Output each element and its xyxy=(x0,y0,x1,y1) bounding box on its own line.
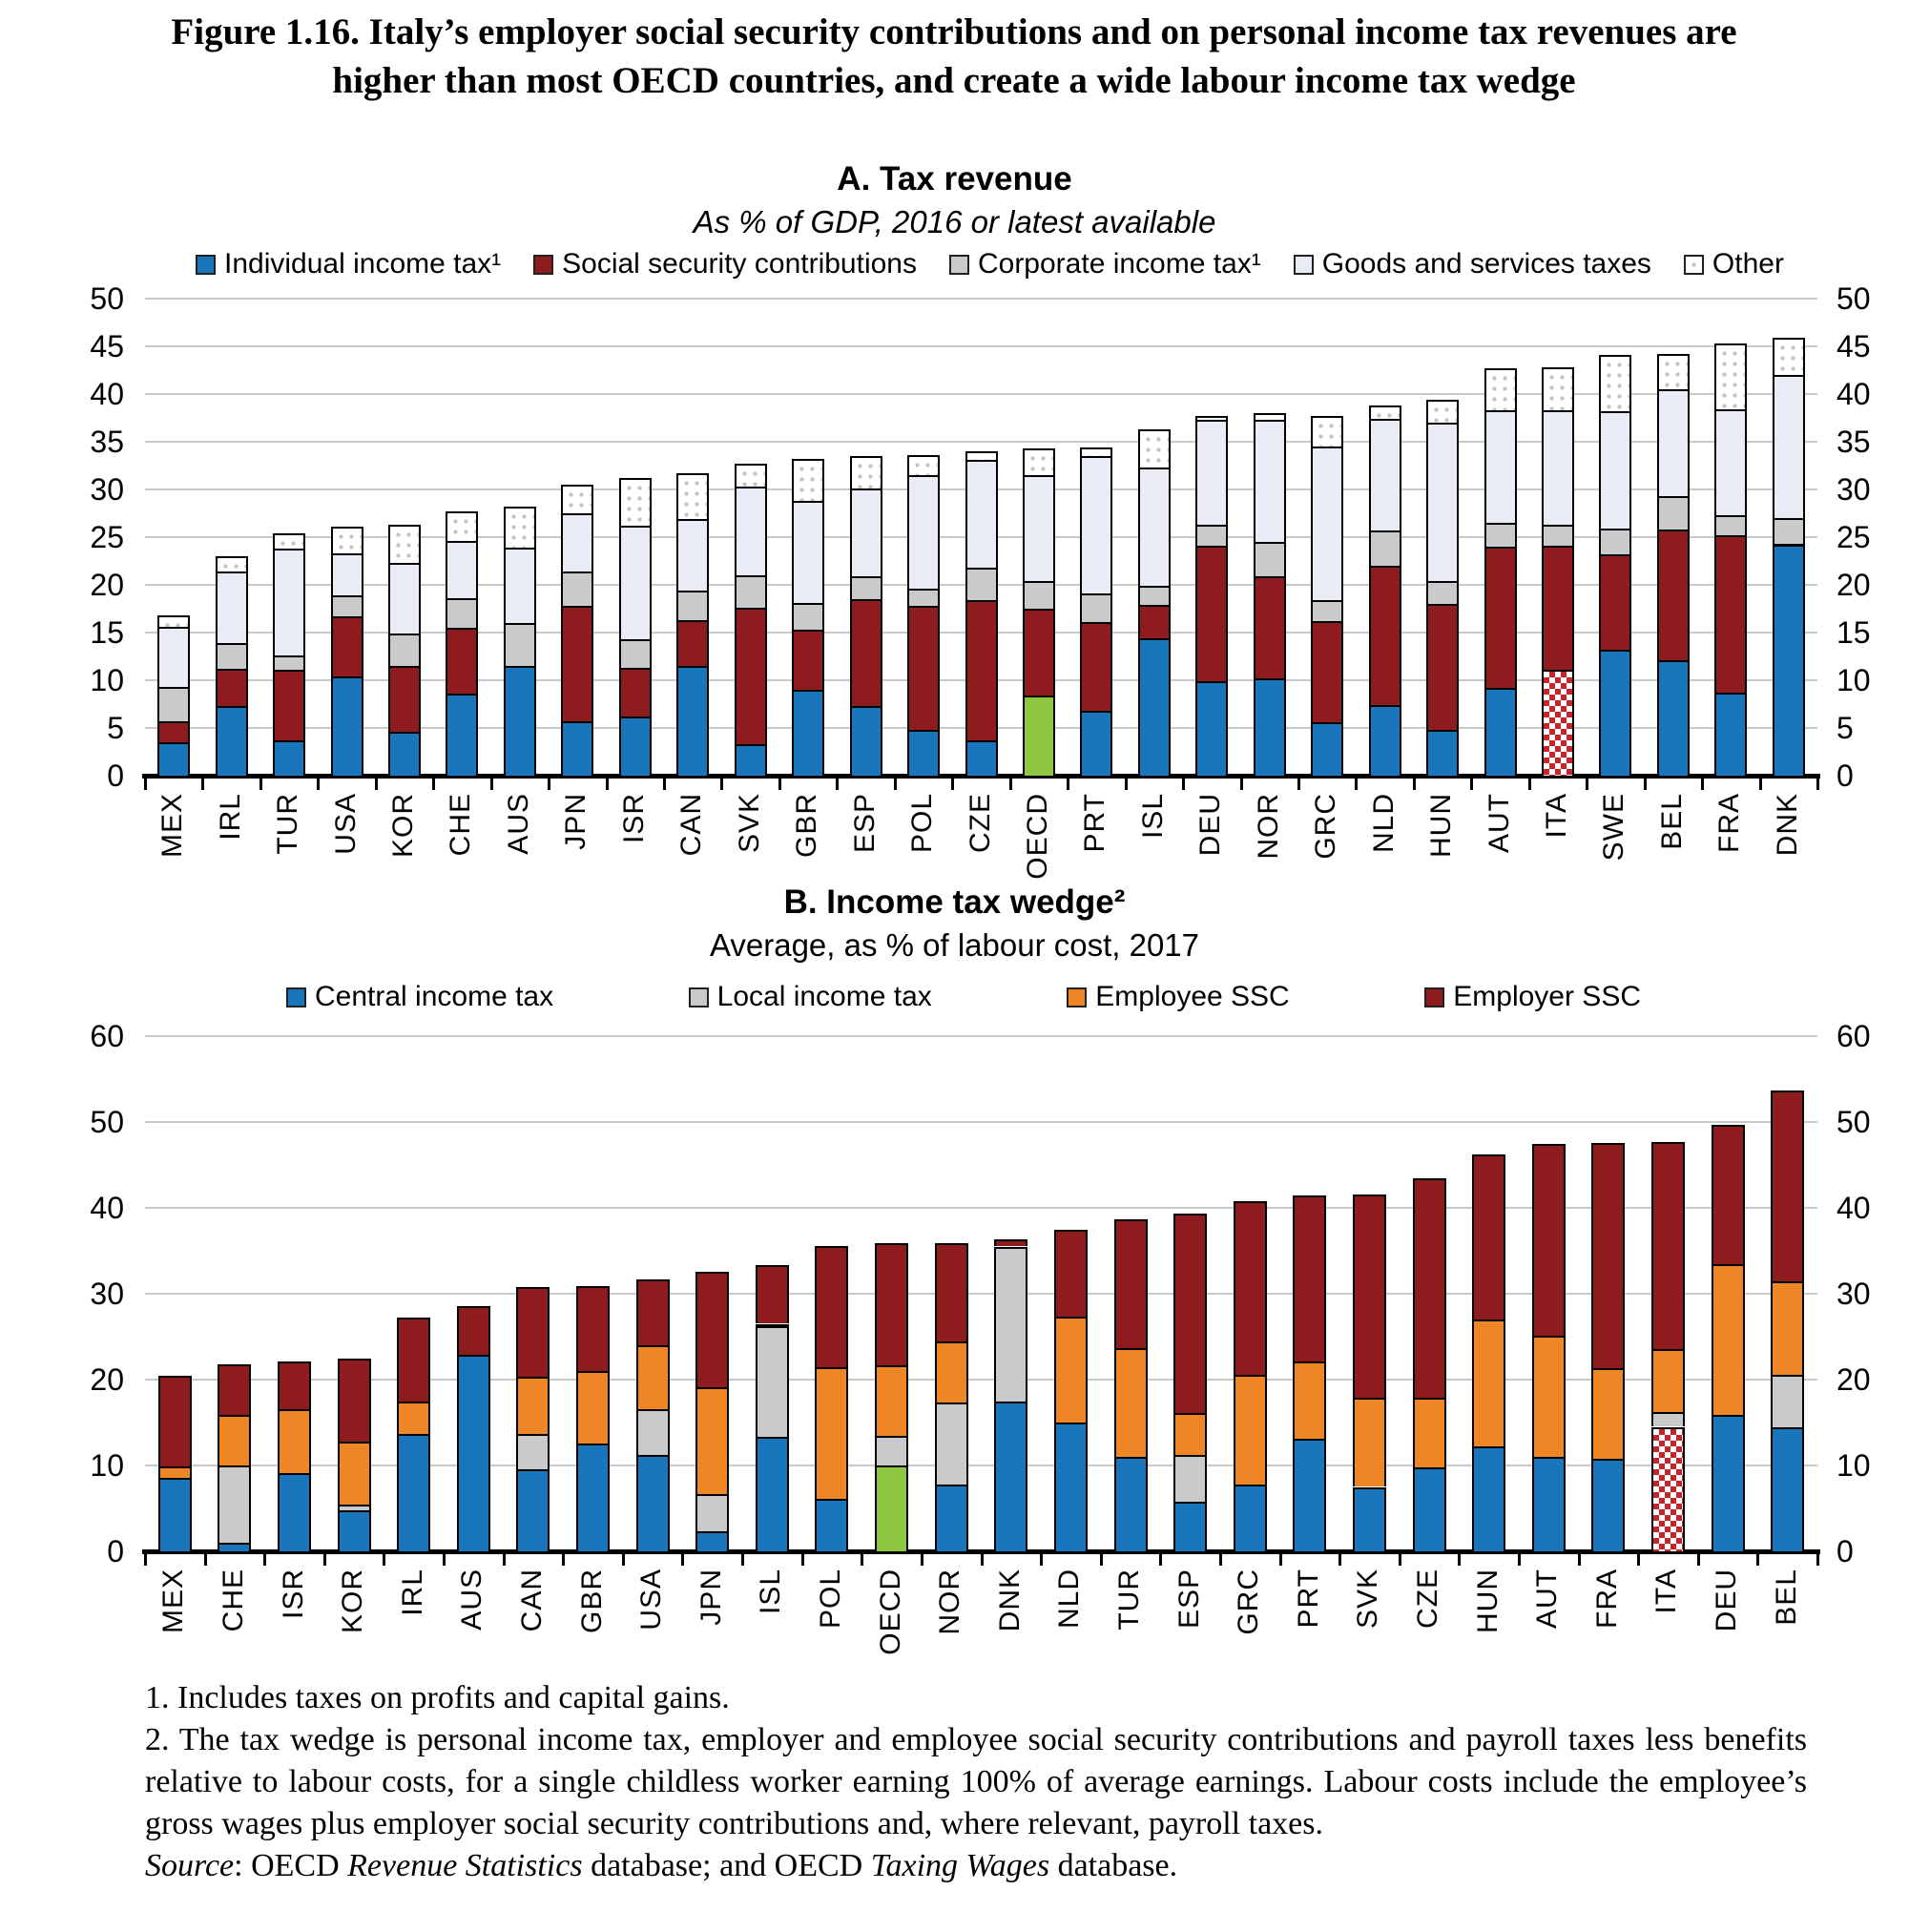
bar-che-segment-2 xyxy=(218,1465,251,1543)
bar-mex-segment-4 xyxy=(158,1376,192,1466)
x-axis-tick xyxy=(323,1554,326,1566)
x-axis-label-usa: USA xyxy=(329,793,362,855)
y-axis-label-right: 0 xyxy=(1836,1534,1854,1568)
bar-ita-segment-4 xyxy=(1651,1142,1685,1349)
x-axis-label-swe: SWE xyxy=(1598,793,1630,862)
footnote-1: 1. Includes taxes on profits and capital gains. xyxy=(145,1680,730,1715)
bar-usa-segment-1 xyxy=(636,1455,670,1551)
gridline xyxy=(145,1465,1817,1466)
x-axis-label-ita: ITA xyxy=(1540,793,1572,839)
y-axis-label-right: 5 xyxy=(1836,711,1854,745)
panel-a-legend-label: Corporate income tax¹ xyxy=(977,248,1261,280)
bar-oecd-segment-1 xyxy=(875,1465,908,1551)
bar-ita-segment-3 xyxy=(1651,1349,1685,1413)
y-axis-label-right: 50 xyxy=(1836,281,1871,316)
bar-usa-segment-4 xyxy=(636,1279,670,1345)
bar-prt-segment-1 xyxy=(1293,1439,1326,1551)
bar-jpn-segment-2 xyxy=(695,1494,729,1532)
panel-a-subtitle: As % of GDP, 2016 or latest available xyxy=(693,204,1216,239)
x-axis-label-pol: POL xyxy=(814,1568,846,1630)
bar-gbr-segment-3 xyxy=(576,1371,610,1444)
x-axis-tick xyxy=(1518,1554,1521,1566)
bar-nor-segment-1 xyxy=(935,1485,968,1551)
bar-fra-segment-1 xyxy=(1591,1459,1625,1551)
x-axis-label-can: CAN xyxy=(675,793,708,857)
x-axis-label-nld: NLD xyxy=(1053,1568,1086,1630)
y-axis-label-left: 15 xyxy=(90,615,124,650)
footnote-2: 2. The tax wedge is personal income tax, employer and employee social security contributions and payroll taxes less benefits relative to labour costs, for a single childless worker earning 100% of average earnings. Labour costs include the employee’s gross wages plus employer social security contributions and, where relevant, payroll taxes. xyxy=(145,1722,1807,1841)
x-axis-tick xyxy=(681,1554,684,1566)
x-axis-label-tur: TUR xyxy=(1113,1568,1146,1631)
y-axis-label-left: 40 xyxy=(90,1191,124,1225)
x-axis-label-fra: FRA xyxy=(1713,793,1746,853)
bar-isr-segment-1 xyxy=(278,1473,311,1551)
x-axis-label-oecd: OECD xyxy=(1021,793,1053,880)
x-axis-tick xyxy=(622,1554,625,1566)
x-axis-label-esp: ESP xyxy=(1172,1568,1205,1630)
bar-esp-segment-4 xyxy=(1173,1214,1207,1413)
x-axis-label-che: CHE xyxy=(445,793,477,857)
x-axis-label-cze: CZE xyxy=(964,793,996,853)
bar-grc-segment-3 xyxy=(1234,1375,1267,1485)
x-axis-tick xyxy=(1040,1554,1043,1566)
bar-mex-segment-3 xyxy=(158,1466,192,1478)
x-axis-label-svk: SVK xyxy=(733,793,765,854)
bar-nld-segment-1 xyxy=(1054,1423,1088,1551)
x-axis-label-aut: AUT xyxy=(1531,1568,1564,1629)
x-axis-label-jpn: JPN xyxy=(695,1568,727,1626)
y-axis-label-left: 30 xyxy=(90,472,124,507)
x-axis-label-irl: IRL xyxy=(396,1568,428,1616)
bar-dnk-segment-1 xyxy=(994,1402,1027,1552)
bar-oecd-segment-2 xyxy=(875,1436,908,1465)
bar-jpn-segment-3 xyxy=(695,1387,729,1494)
bar-che-segment-4 xyxy=(218,1364,251,1415)
x-axis-label-hun: HUN xyxy=(1471,1568,1504,1633)
bar-mex-segment-1 xyxy=(158,1478,192,1551)
bar-can-segment-2 xyxy=(516,1434,550,1469)
source-line xyxy=(145,1845,1807,1887)
y-axis-label-right: 10 xyxy=(1836,663,1871,697)
bar-jpn-segment-4 xyxy=(695,1272,729,1388)
bar-bel-segment-2 xyxy=(1771,1375,1804,1428)
x-axis-label-grc: GRC xyxy=(1310,793,1342,860)
bar-prt-segment-4 xyxy=(1293,1195,1326,1361)
bar-irl-segment-3 xyxy=(397,1402,430,1433)
y-axis-label-right: 50 xyxy=(1836,1105,1871,1139)
bar-nor-segment-3 xyxy=(935,1341,968,1402)
bar-tur-segment-1 xyxy=(1114,1457,1148,1551)
x-axis-tick xyxy=(1159,1554,1162,1566)
bar-prt-segment-3 xyxy=(1293,1361,1326,1439)
bar-kor-segment-1 xyxy=(338,1510,371,1551)
bar-deu-segment-4 xyxy=(1712,1125,1745,1265)
x-axis-label-ita: ITA xyxy=(1650,1568,1683,1614)
bar-svk-segment-4 xyxy=(1353,1195,1386,1398)
x-axis-label-bel: BEL xyxy=(1770,1568,1802,1626)
x-axis-label-mex: MEX xyxy=(156,793,189,859)
x-axis-tick xyxy=(1578,1554,1581,1566)
x-axis-tick xyxy=(562,1554,565,1566)
bar-fra-segment-4 xyxy=(1591,1143,1625,1369)
bar-esp-segment-3 xyxy=(1173,1413,1207,1455)
bar-ita-segment-1 xyxy=(1651,1427,1685,1552)
y-axis-label-right: 20 xyxy=(1836,568,1871,602)
panel-a-legend-label: Individual income tax¹ xyxy=(224,248,502,280)
panel-b-subtitle: Average, as % of labour cost, 2017 xyxy=(709,927,1200,963)
bar-hun-segment-4 xyxy=(1472,1154,1505,1319)
y-axis-label-left: 50 xyxy=(90,1105,124,1139)
bar-isl-segment-2 xyxy=(756,1326,789,1437)
gridline xyxy=(145,1379,1817,1381)
x-axis-label-nor: NOR xyxy=(934,1568,966,1635)
y-axis-label-right: 35 xyxy=(1836,425,1871,459)
x-axis-label-hun: HUN xyxy=(1425,793,1458,858)
y-axis-label-right: 20 xyxy=(1836,1362,1871,1397)
gridline xyxy=(145,1207,1817,1209)
bar-aut-segment-3 xyxy=(1532,1336,1566,1457)
bar-isl-segment-3 xyxy=(756,1324,789,1327)
y-axis-label-right: 15 xyxy=(1836,615,1871,650)
bar-fra-segment-3 xyxy=(1591,1368,1625,1459)
x-axis-label-oecd: OECD xyxy=(874,1568,906,1655)
y-axis-label-left: 30 xyxy=(90,1277,124,1311)
source-text-part: Source xyxy=(145,1848,235,1883)
y-axis-label-left: 10 xyxy=(90,663,124,697)
x-axis-label-esp: ESP xyxy=(848,793,881,854)
x-axis-label-grc: GRC xyxy=(1233,1568,1265,1635)
x-axis-label-aus: AUS xyxy=(456,1568,488,1631)
y-axis-label-left: 5 xyxy=(107,711,124,745)
x-axis-label-svk: SVK xyxy=(1352,1568,1384,1630)
x-axis-label-irl: IRL xyxy=(214,793,246,841)
bar-svk-segment-3 xyxy=(1353,1398,1386,1487)
x-axis-label-pol: POL xyxy=(906,793,939,854)
y-axis-label-right: 30 xyxy=(1836,472,1871,507)
x-axis-tick xyxy=(1458,1554,1461,1566)
x-axis-tick xyxy=(1697,1554,1700,1566)
bar-dnk-segment-4 xyxy=(994,1239,1027,1246)
bar-kor-segment-2 xyxy=(338,1505,371,1509)
x-axis-tick xyxy=(263,1554,266,1566)
x-axis-tick xyxy=(1756,1554,1759,1566)
x-axis-label-isl: ISL xyxy=(1136,793,1169,840)
bar-can-segment-3 xyxy=(516,1377,550,1433)
x-axis-tick xyxy=(383,1554,385,1566)
bar-oecd-segment-4 xyxy=(875,1243,908,1365)
x-axis-label-jpn: JPN xyxy=(560,793,592,850)
x-axis-tick xyxy=(801,1554,804,1566)
x-axis-tick xyxy=(443,1554,446,1566)
panel-b-legend-label: Employer SSC xyxy=(1453,981,1641,1012)
bar-aus-segment-1 xyxy=(457,1355,490,1551)
x-axis-label-kor: KOR xyxy=(337,1568,369,1634)
y-axis-label-right: 40 xyxy=(1836,1191,1871,1225)
x-axis-label-deu: DEU xyxy=(1711,1568,1743,1632)
x-axis-label-nor: NOR xyxy=(1252,793,1284,860)
bar-isl-segment-4 xyxy=(756,1265,789,1323)
bar-pol-segment-4 xyxy=(815,1246,848,1368)
y-axis-label-left: 35 xyxy=(90,425,124,459)
x-axis-label-mex: MEX xyxy=(157,1568,190,1634)
panel-a-legend-label: Goods and services taxes xyxy=(1321,248,1651,280)
gridline xyxy=(145,1035,1817,1037)
x-axis-label-fra: FRA xyxy=(1590,1568,1623,1629)
y-axis-label-right: 10 xyxy=(1836,1448,1871,1483)
x-axis-tick xyxy=(921,1554,923,1566)
x-axis-label-deu: DEU xyxy=(1194,793,1227,857)
x-axis-tick xyxy=(741,1554,744,1566)
x-axis-label-isr: ISR xyxy=(617,793,650,844)
bar-isl-segment-1 xyxy=(756,1437,789,1551)
x-axis-label-gbr: GBR xyxy=(575,1568,608,1634)
bar-nor-segment-2 xyxy=(935,1402,968,1485)
gridline xyxy=(145,1293,1817,1295)
x-axis-tick xyxy=(1338,1554,1341,1566)
x-axis-label-bel: BEL xyxy=(1655,793,1688,850)
bar-isr-segment-3 xyxy=(278,1409,311,1474)
bar-che-segment-1 xyxy=(218,1543,251,1551)
source-text-part: : OECD xyxy=(234,1848,348,1883)
source-text-part: database. xyxy=(1049,1848,1178,1883)
bar-deu-segment-3 xyxy=(1712,1264,1745,1415)
panel-b-legend-label: Central income tax xyxy=(315,981,554,1012)
bar-pol-segment-1 xyxy=(815,1499,848,1551)
bar-esp-segment-1 xyxy=(1173,1502,1207,1551)
x-axis-label-tur: TUR xyxy=(272,793,304,855)
bar-cze-segment-1 xyxy=(1413,1467,1446,1551)
y-axis-label-left: 40 xyxy=(90,377,124,411)
x-axis-label-cze: CZE xyxy=(1412,1568,1444,1629)
bar-aut-segment-4 xyxy=(1532,1144,1566,1336)
x-axis-tick xyxy=(1637,1554,1640,1566)
bar-usa-segment-2 xyxy=(636,1409,670,1456)
bar-bel-segment-4 xyxy=(1771,1091,1804,1282)
bar-grc-segment-1 xyxy=(1234,1485,1267,1551)
bar-bel-segment-3 xyxy=(1771,1281,1804,1374)
bar-svk-segment-1 xyxy=(1353,1487,1386,1552)
bar-hun-segment-3 xyxy=(1472,1319,1505,1446)
x-axis-label-gbr: GBR xyxy=(791,793,823,859)
bar-can-segment-1 xyxy=(516,1469,550,1551)
bar-kor-segment-3 xyxy=(338,1442,371,1506)
bar-kor-segment-4 xyxy=(338,1359,371,1442)
x-axis-label-che: CHE xyxy=(217,1568,249,1632)
bar-aus-segment-4 xyxy=(457,1306,490,1355)
bar-deu-segment-1 xyxy=(1712,1415,1745,1551)
bar-esp-segment-2 xyxy=(1173,1455,1207,1502)
bar-tur-segment-4 xyxy=(1114,1219,1148,1348)
x-axis-label-prt: PRT xyxy=(1079,793,1111,853)
bar-usa-segment-3 xyxy=(636,1345,670,1409)
bar-aut-segment-1 xyxy=(1532,1457,1566,1551)
bar-jpn-segment-1 xyxy=(695,1531,729,1551)
bar-can-segment-4 xyxy=(516,1287,550,1378)
bar-cze-segment-4 xyxy=(1413,1178,1446,1398)
x-axis-tick xyxy=(861,1554,863,1566)
gridline xyxy=(145,1121,1817,1123)
footnotes xyxy=(145,1677,1807,1887)
x-axis-tick xyxy=(1279,1554,1282,1566)
x-axis-label-dnk: DNK xyxy=(1771,793,1803,857)
y-axis-label-left: 60 xyxy=(90,1019,124,1053)
panel-b-legend-label: Employee SSC xyxy=(1095,981,1290,1012)
bar-gbr-segment-4 xyxy=(576,1286,610,1371)
x-axis-label-aut: AUT xyxy=(1483,793,1515,853)
x-axis-label-prt: PRT xyxy=(1292,1568,1324,1629)
y-axis-label-right: 40 xyxy=(1836,377,1871,411)
bar-pol-segment-3 xyxy=(815,1367,848,1499)
x-axis-tick xyxy=(204,1554,207,1566)
bar-tur-segment-3 xyxy=(1114,1348,1148,1457)
bar-che-segment-3 xyxy=(218,1415,251,1465)
panel-b-legend-label: Local income tax xyxy=(716,981,932,1012)
panel-a-legend-label: Social security contributions xyxy=(562,248,917,280)
y-axis-label-left: 20 xyxy=(90,568,124,602)
bar-nor-segment-4 xyxy=(935,1243,968,1342)
y-axis-label-left: 25 xyxy=(90,520,124,554)
bar-nld-segment-4 xyxy=(1054,1230,1088,1318)
bar-oecd-segment-3 xyxy=(875,1365,908,1437)
x-axis-tick xyxy=(1816,1554,1819,1566)
x-axis-tick xyxy=(1399,1554,1401,1566)
bar-grc-segment-4 xyxy=(1234,1201,1267,1375)
x-axis-tick xyxy=(1219,1554,1222,1566)
bar-bel-segment-1 xyxy=(1771,1427,1804,1551)
bar-cze-segment-3 xyxy=(1413,1398,1446,1467)
x-axis-tick xyxy=(1100,1554,1103,1566)
y-axis-label-right: 0 xyxy=(1836,758,1854,793)
x-axis-label-isr: ISR xyxy=(277,1568,309,1620)
x-axis-label-can: CAN xyxy=(515,1568,548,1632)
bar-irl-segment-1 xyxy=(397,1434,430,1551)
y-axis-label-left: 0 xyxy=(107,758,124,793)
source-text-part: database; and OECD xyxy=(582,1848,871,1883)
y-axis-label-left: 20 xyxy=(90,1362,124,1397)
figure-title: Figure 1.16. Italy’s employer social security contributions and on personal income tax revenues are higher than most OECD countries, and create a wide labour income tax wedge xyxy=(171,11,1737,101)
x-axis-label-usa: USA xyxy=(635,1568,668,1631)
y-axis-label-right: 25 xyxy=(1836,520,1871,554)
x-axis-label-dnk: DNK xyxy=(993,1568,1026,1632)
panel-a-legend-label: Other xyxy=(1712,248,1784,280)
x-axis-label-isl: ISL xyxy=(755,1568,787,1615)
bar-dnk-segment-2 xyxy=(994,1247,1027,1402)
bar-nld-segment-3 xyxy=(1054,1317,1088,1423)
source-text-part: Revenue Statistics xyxy=(347,1848,583,1883)
y-axis-label-right: 60 xyxy=(1836,1019,1871,1053)
source-text-part: Taxing Wages xyxy=(870,1848,1050,1883)
y-axis-label-left: 45 xyxy=(90,329,124,364)
bar-ita-segment-2 xyxy=(1651,1412,1685,1426)
bar-hun-segment-1 xyxy=(1472,1446,1505,1551)
y-axis-label-right: 30 xyxy=(1836,1277,1871,1311)
panel-b-title: B. Income tax wedge² xyxy=(783,883,1126,921)
bar-isr-segment-4 xyxy=(278,1361,311,1409)
x-axis-label-kor: KOR xyxy=(387,793,420,859)
bar-irl-segment-4 xyxy=(397,1318,430,1402)
y-axis-label-left: 10 xyxy=(90,1448,124,1483)
x-axis-label-nld: NLD xyxy=(1367,793,1400,854)
x-axis-label-aus: AUS xyxy=(502,793,534,855)
bar-gbr-segment-1 xyxy=(576,1444,610,1551)
y-axis-label-left: 50 xyxy=(90,281,124,316)
y-axis-label-left: 0 xyxy=(107,1534,124,1568)
x-axis-tick xyxy=(144,1554,147,1566)
x-axis-tick xyxy=(981,1554,984,1566)
y-axis-label-right: 45 xyxy=(1836,329,1871,364)
panel-a-title: A. Tax revenue xyxy=(837,160,1072,197)
x-axis-tick xyxy=(503,1554,506,1566)
